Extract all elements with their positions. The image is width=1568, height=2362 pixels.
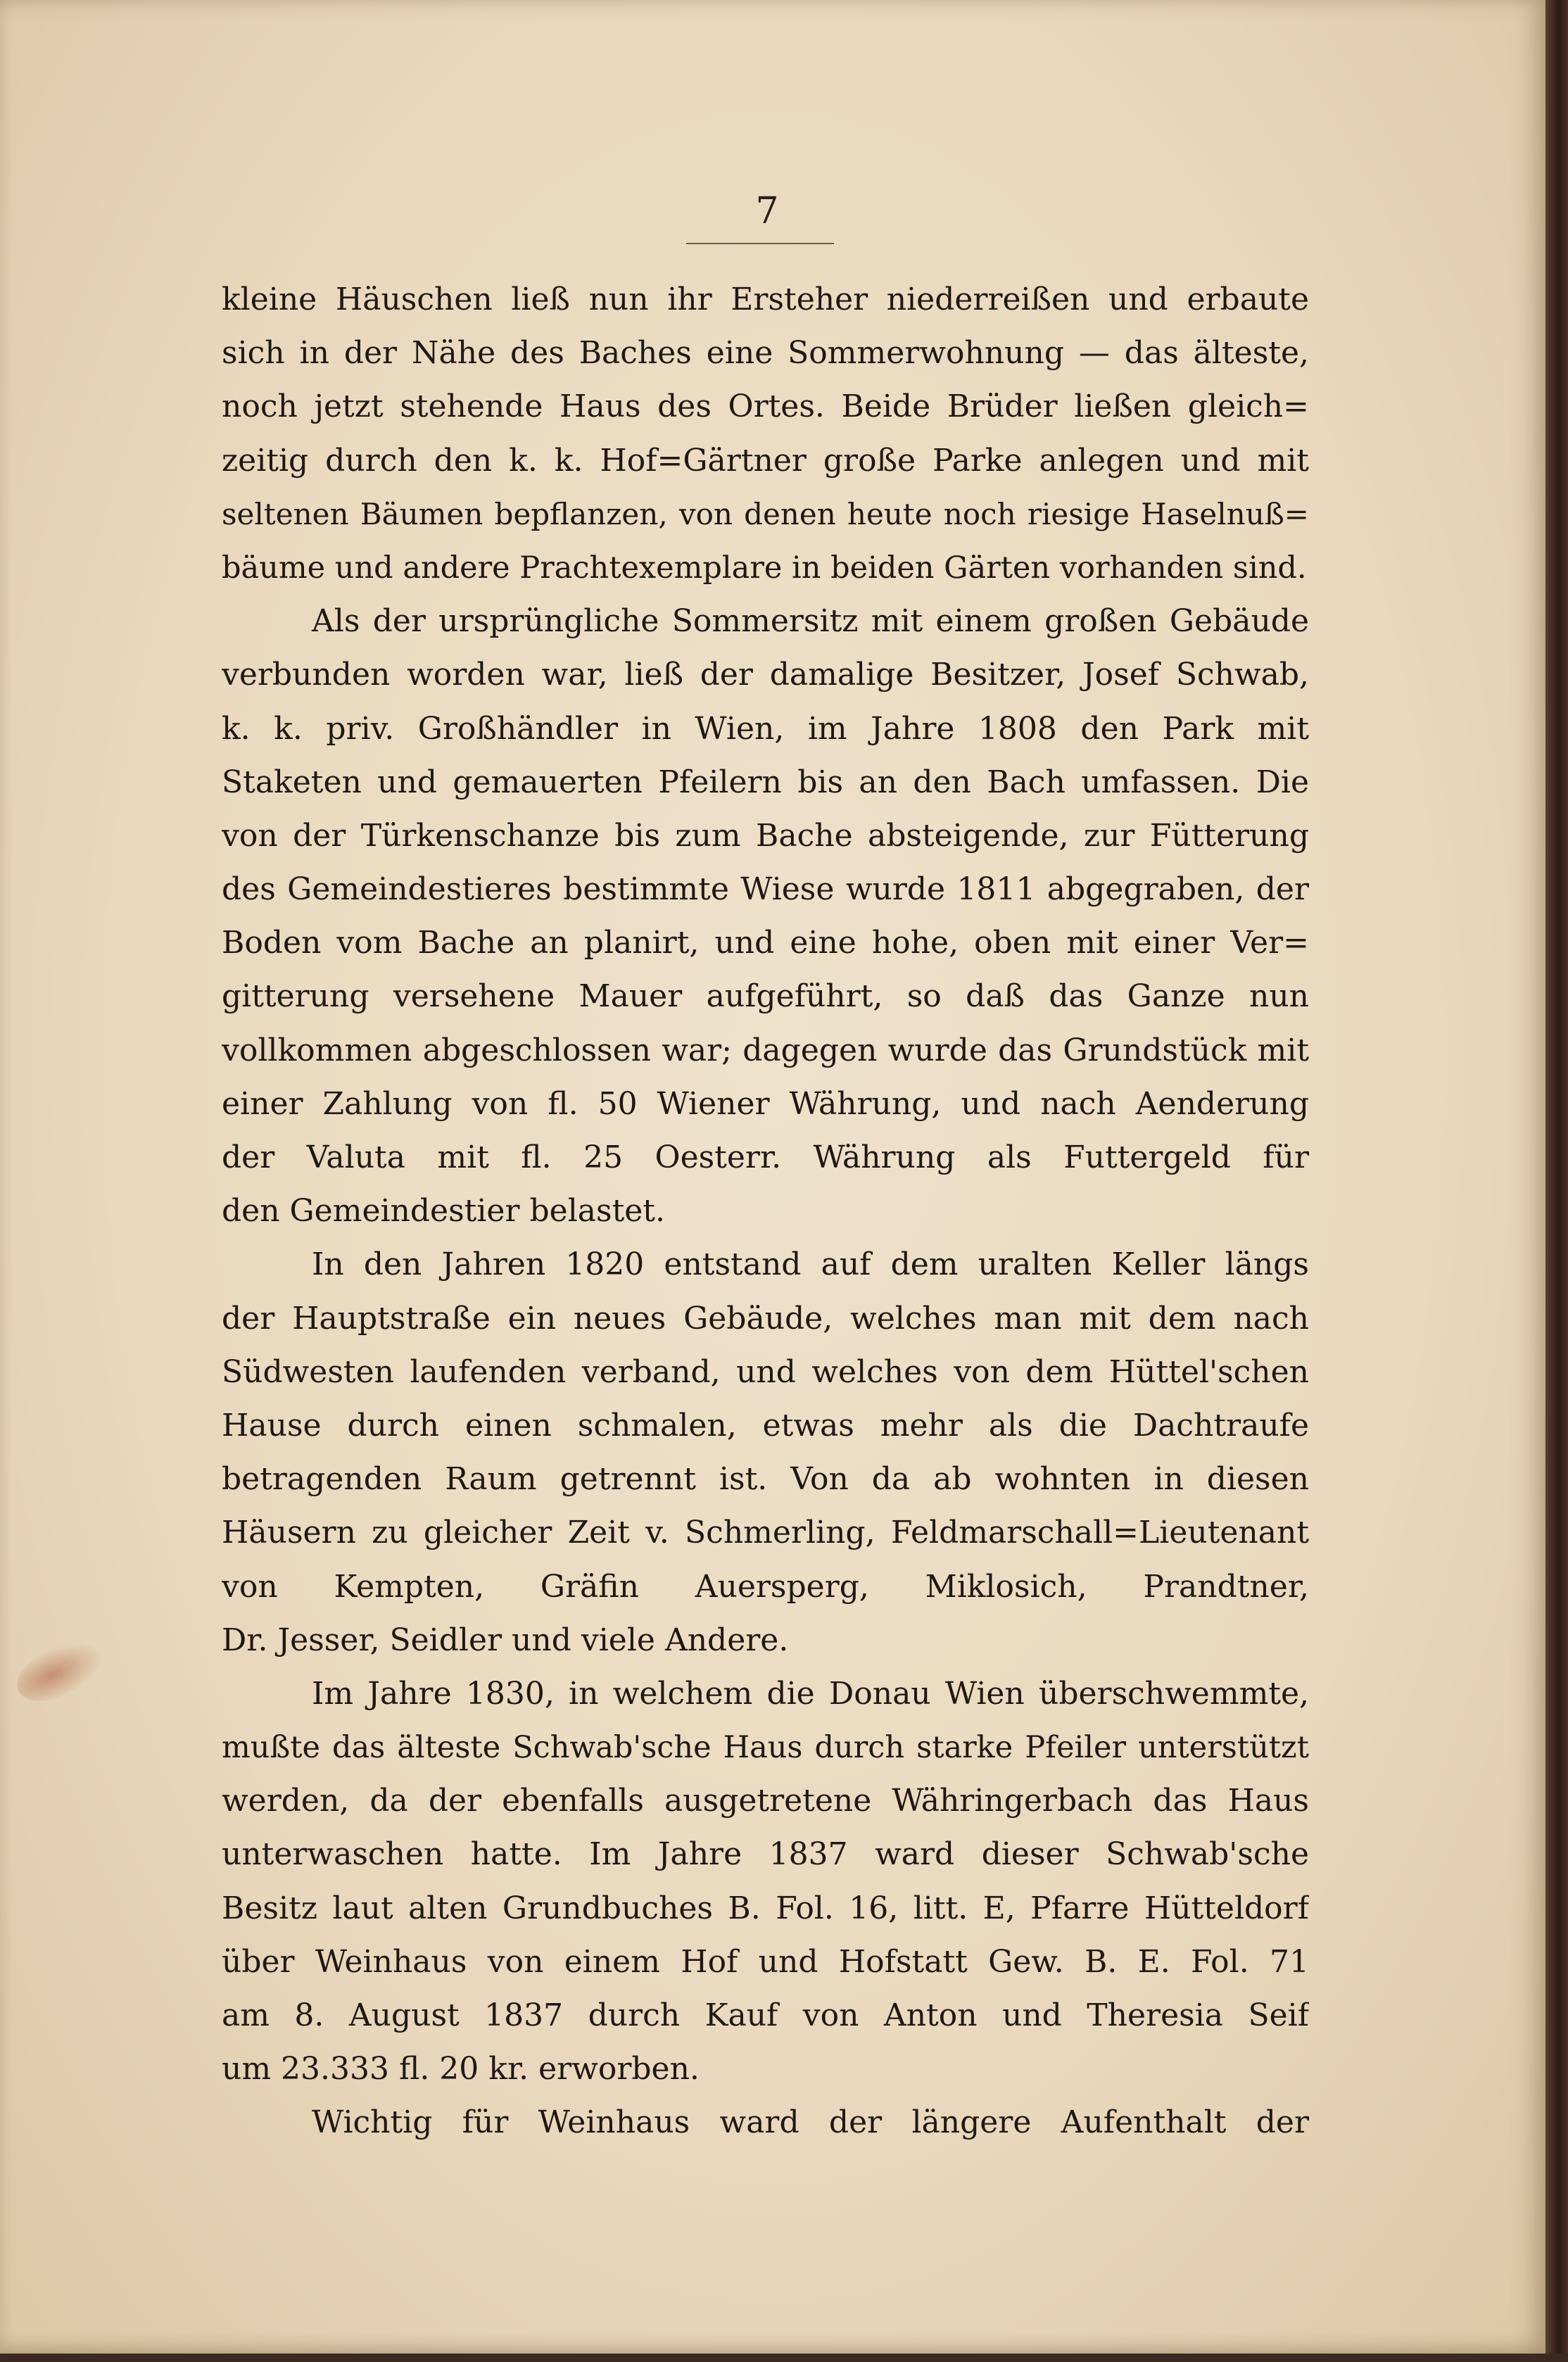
page-number-rule (686, 243, 834, 244)
text-line: über Weinhaus von einem Hof und Hofstatt Gew. B. E. Fol. 71 (222, 1943, 1309, 1980)
book-binding (1545, 0, 1568, 2362)
text-line: am 8. August 1837 durch Kauf von Anton und Theresia Seif (222, 1997, 1309, 2033)
text-line: zeitig durch den k. k. Hof=Gärtner große Parke anlegen und mit (222, 442, 1309, 479)
text-line: unterwaschen hatte. Im Jahre 1837 ward dieser Schwab'sche (222, 1836, 1309, 1873)
text-line: Im Jahre 1830, in welchem die Donau Wien überschwemmte, (312, 1675, 1309, 1712)
text-line: vollkommen abgeschlossen war; dagegen wurde das Grundstück mit (222, 1032, 1309, 1068)
text-line: Boden vom Bache an planirt, und eine hohe, oben mit einer Ver= (222, 925, 1309, 961)
text-line: Dr. Jesser, Seidler und viele Andere. (222, 1622, 789, 1658)
text-line: des Gemeindestieres bestimmte Wiese wurde 1811 abgegraben, der (222, 871, 1309, 908)
page-bottom-edge (0, 2354, 1568, 2362)
text-line: Häusern zu gleicher Zeit v. Schmerling, Feldmarschall=Lieutenant (222, 1515, 1309, 1551)
text-line: In den Jahren 1820 entstand auf dem uralten Keller längs (312, 1246, 1309, 1283)
text-line: seltenen Bäumen bepflanzen, von denen heute noch riesige Haselnuß= (222, 496, 1309, 531)
text-line: k. k. priv. Großhändler in Wien, im Jahre 1808 den Park mit (222, 710, 1309, 747)
text-line: Als der ursprüngliche Sommersitz mit einem großen Gebäude (312, 603, 1309, 640)
text-line: noch jetzt stehende Haus des Ortes. Beide Brüder ließen gleich= (222, 389, 1309, 425)
text-line: verbunden worden war, ließ der damalige Besitzer, Josef Schwab, (222, 657, 1309, 693)
text-line: von der Türkenschanze bis zum Bache absteigende, zur Fütterung (222, 817, 1309, 854)
text-line: der Valuta mit fl. 25 Oesterr. Währung als Futtergeld für (222, 1139, 1309, 1175)
text-line: Besitz laut alten Grundbuches B. Fol. 16, litt. E, Pfarre Hütteldorf (222, 1890, 1309, 1926)
text-line: der Hauptstraße ein neues Gebäude, welches man mit dem nach (222, 1300, 1309, 1337)
paper-stain (8, 1630, 111, 1713)
text-line: sich in der Nähe des Baches eine Sommerwohnung — das älteste, (222, 335, 1309, 372)
text-line: gitterung versehene Mauer aufgeführt, so daß das Ganze nun (222, 978, 1309, 1015)
text-line: Südwesten laufenden verband, und welches von dem Hüttel'schen (222, 1353, 1309, 1390)
text-line: um 23.333 fl. 20 kr. erworben. (222, 2051, 700, 2088)
text-line: von Kempten, Gräfin Auersperg, Miklosich, Prandtner, (222, 1568, 1309, 1605)
text-line: Staketen und gemauerten Pfeilern bis an den Bach umfassen. Die (222, 764, 1309, 800)
text-line: bäume und andere Prachtexemplare in beiden Gärten vorhanden sind. (222, 550, 1307, 586)
text-line: den Gemeindestier belastet. (222, 1193, 665, 1230)
text-line: einer Zahlung von fl. 50 Wiener Währung, und nach Aenderung (222, 1085, 1309, 1122)
text-line: werden, da der ebenfalls ausgetretene Währingerbach das Haus (222, 1783, 1309, 1819)
text-line: betragenden Raum getrennt ist. Von da ab wohnten in diesen (222, 1461, 1309, 1498)
text-line: Wichtig für Weinhaus ward der längere Aufenthalt der (312, 2104, 1309, 2141)
text-line: mußte das älteste Schwab'sche Haus durch starke Pfeiler unterstützt (222, 1730, 1309, 1766)
text-line: kleine Häuschen ließ nun ihr Ersteher niederreißen und erbaute (222, 282, 1309, 317)
text-line: Hause durch einen schmalen, etwas mehr als die Dachtraufe (222, 1407, 1309, 1444)
body-text (222, 273, 1309, 2150)
page-number: 7 (755, 190, 779, 232)
